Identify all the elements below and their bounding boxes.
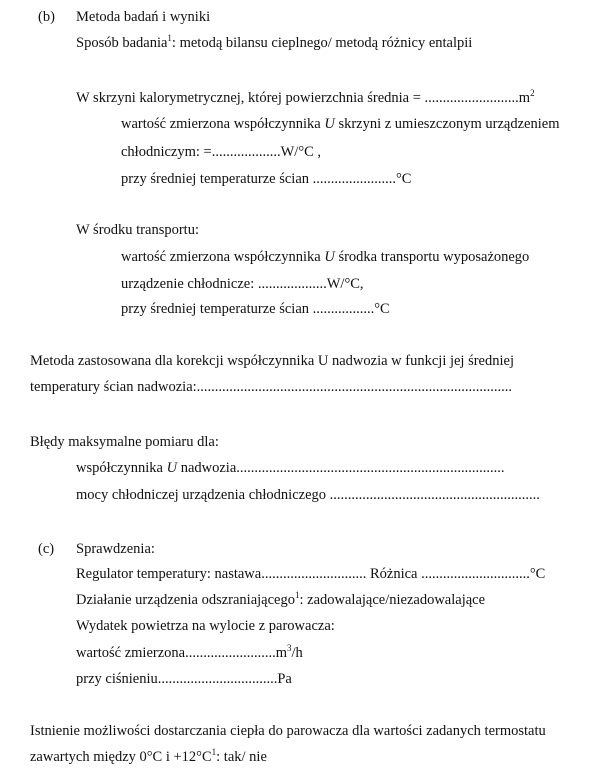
heating-options: : tak/ nie (216, 749, 267, 765)
test-method-line (76, 34, 472, 52)
chamber-u-text: wartość zmierzona współczynnika (121, 116, 325, 132)
section-c-label: (c) (38, 541, 55, 557)
test-method-options: : metodą bilansu cieplnego/ metodą różnicy entalpii (171, 35, 473, 51)
correction-line-2: temperatury ścian nadwozia:....................................................................................... (30, 379, 513, 395)
chamber-area-line (76, 89, 535, 107)
errors-u-text: współczynnika (76, 460, 167, 476)
defrost-line (76, 591, 485, 609)
footnote-marker: 1 (294, 590, 300, 600)
transport-u-value: urządzenie chłodnicze: ...................W/°C, (121, 276, 364, 292)
transport-u-line (121, 248, 529, 266)
airflow-heading: Wydatek powietrza na wylocie z parowacza: (76, 618, 335, 634)
chamber-u-text-end: skrzyni z umieszczonym urządzeniem (334, 116, 560, 132)
footnote-marker: 1 (167, 33, 172, 43)
u-symbol: U (166, 460, 178, 476)
test-method-prefix: Sposób badania (76, 35, 168, 51)
errors-power-line: mocy chłodniczej urządzenia chłodniczego .......................................................... (76, 487, 540, 503)
chamber-wall-temp: przy średniej temperaturze ścian .......................°C (121, 171, 412, 187)
footnote-marker: 1 (211, 747, 217, 757)
errors-u-text-end: nadwozia.......................................................................... (177, 460, 505, 476)
transport-u-text-end: środka transportu wyposażonego (334, 249, 530, 265)
chamber-u-line (121, 115, 559, 133)
airflow-value-line (76, 644, 303, 662)
superscript: 3 (287, 643, 292, 653)
airflow-unit: /h (291, 645, 303, 661)
superscript: 2 (530, 88, 535, 98)
u-symbol: U (324, 249, 335, 265)
heating-range-text: zawartych między 0°C i +12°C (30, 749, 212, 765)
errors-heading: Błędy maksymalne pomiaru dla: (30, 434, 219, 450)
transport-u-text: wartość zmierzona współczynnika (121, 249, 325, 265)
chamber-area-text: W skrzyni kalorymetrycznej, której powierzchnia średnia = ..........................m (76, 90, 531, 106)
defrost-options: : zadowalające/niezadowalające (299, 592, 486, 608)
heating-line-1: Istnienie możliwości dostarczania ciepła do parowacza dla wartości zadanych termostatu (30, 723, 546, 739)
heating-line-2 (30, 748, 267, 766)
section-b-title: Metoda badań i wyniki (76, 9, 211, 25)
section-b-label: (b) (38, 9, 55, 25)
transport-heading: W środku transportu: (76, 222, 199, 238)
airflow-value-text: wartość zmierzona.........................m (76, 645, 288, 661)
defrost-text: Działanie urządzenia odszraniającego (76, 592, 295, 608)
correction-line-1: Metoda zastosowana dla korekcji współczynnika U nadwozia w funkcji jej średniej (30, 353, 514, 369)
regulator-line: Regulator temperatury: nastawa............................. Różnica ..............................°C (76, 566, 546, 582)
pressure-line: przy ciśnieniu.................................Pa (76, 671, 292, 687)
section-c-title: Sprawdzenia: (76, 541, 155, 557)
u-symbol: U (324, 116, 335, 132)
transport-wall-temp: przy średniej temperaturze ścian .................°C (121, 301, 390, 317)
errors-u-line (76, 459, 505, 477)
chamber-u-value: chłodniczym: =...................W/°C , (121, 144, 322, 160)
